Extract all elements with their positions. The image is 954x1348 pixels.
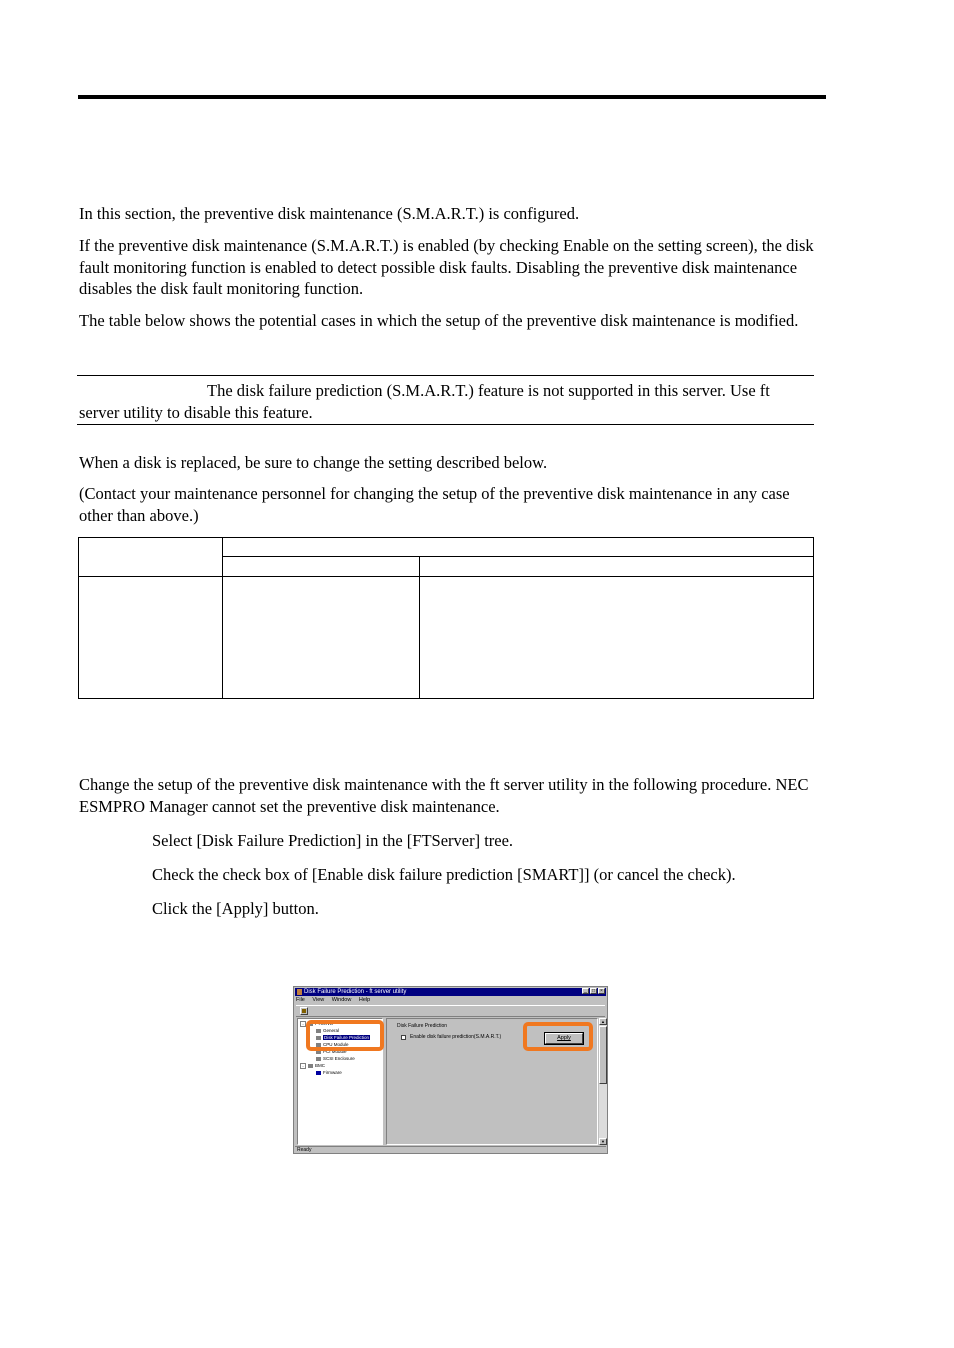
group-label: Disk Failure Prediction [397, 1023, 448, 1029]
menu-view[interactable]: View [312, 997, 325, 1003]
table-header-cell [223, 538, 814, 557]
close-icon[interactable]: × [598, 988, 605, 994]
tree-item-disk-failure-prediction[interactable]: Disk Failure Prediction [316, 1034, 370, 1041]
table-cell [420, 577, 814, 699]
header-rule [78, 95, 826, 99]
status-bar: Ready [295, 1146, 606, 1154]
intro-paragraph-3: The table below shows the potential cases in which the setup of the preventive disk maintenance is modified. [79, 311, 799, 330]
table-header-cell [223, 557, 420, 577]
window-title: Disk Failure Prediction - ft server utility [304, 989, 407, 995]
table-header-cell [420, 557, 814, 577]
procedure-step-2: Check the check box of [Enable disk failure prediction [SMART]] (or cancel the check). [152, 865, 736, 884]
minimize-icon[interactable]: _ [582, 988, 589, 994]
tree-root[interactable]: - FTServer [300, 1020, 334, 1027]
maximize-icon[interactable]: □ [591, 988, 596, 994]
enable-smart-checkbox[interactable] [401, 1035, 406, 1040]
tree-item-cpu-module[interactable]: CPU Module [316, 1041, 349, 1048]
procedure-intro: Change the setup of the preventive disk maintenance with the ft server utility in the following procedure. NEC ESMPRO Manager cannot set the preventive disk maintenance. [79, 775, 809, 816]
tree-item-pci-module[interactable]: PCI Module [316, 1048, 347, 1055]
table-cell [79, 577, 223, 699]
menu-bar [296, 997, 376, 1004]
ft-server-utility-screenshot [293, 986, 608, 1154]
scroll-up-icon[interactable]: ▲ [599, 1018, 607, 1025]
apply-button[interactable]: Apply [545, 1033, 583, 1044]
intro-paragraph-1: In this section, the preventive disk maintenance (S.M.A.R.T.) is configured. [79, 204, 580, 223]
collapse-icon[interactable]: - [300, 1021, 306, 1027]
tree-item-general[interactable]: General [316, 1027, 339, 1034]
tree-item-bmc[interactable]: - BMC [300, 1062, 325, 1069]
menu-file[interactable]: File [296, 997, 305, 1003]
tree-item-scsi-enclosure[interactable]: SCSI Enclosure [316, 1055, 355, 1062]
firmware-icon [316, 1071, 321, 1075]
vertical-scrollbar[interactable] [599, 1018, 607, 1145]
note-text: The disk failure prediction (S.M.A.R.T.) feature is not supported in this server. Use ft server utility to disable this feature. [79, 381, 770, 422]
scroll-thumb[interactable] [599, 1026, 607, 1084]
enable-smart-label[interactable]: Enable disk failure prediction(S.M.A.R.T.) [410, 1034, 502, 1040]
scroll-down-icon[interactable]: ▼ [599, 1138, 607, 1145]
bmc-icon [308, 1064, 313, 1068]
replace-paragraph: When a disk is replaced, be sure to change the setting described below. [79, 453, 548, 472]
highlight-tree-item [306, 1020, 384, 1051]
note-box [77, 375, 814, 425]
window-titlebar [295, 988, 606, 996]
procedure-step-1: Select [Disk Failure Prediction] in the [FTServer] tree. [152, 831, 514, 850]
menu-window[interactable]: Window [331, 997, 352, 1003]
highlight-apply [523, 1022, 593, 1051]
contact-paragraph: (Contact your maintenance personnel for changing the setup of the preventive disk maintenance in any case other than above.) [79, 484, 790, 525]
toolbar [296, 1005, 605, 1017]
menu-help[interactable]: Help [358, 997, 371, 1003]
scsi-icon [316, 1057, 321, 1061]
table-header-cell [79, 538, 223, 577]
intro-paragraph-2: If the preventive disk maintenance (S.M.A.R.T.) is enabled (by checking Enable on the setting screen), the disk fault monitoring function is enabled to detect possible disk faults. Disabling the preventive disk maintenance disables the disk fault monitoring function. [79, 236, 814, 298]
table-cell [223, 577, 420, 699]
tree-item-firmware[interactable]: Firmware [316, 1069, 342, 1076]
app-icon [297, 989, 302, 995]
toolbar-server-icon[interactable] [300, 1007, 308, 1015]
settings-table [78, 537, 814, 699]
collapse-icon[interactable]: - [300, 1063, 306, 1069]
procedure-step-3: Click the [Apply] button. [152, 899, 319, 918]
